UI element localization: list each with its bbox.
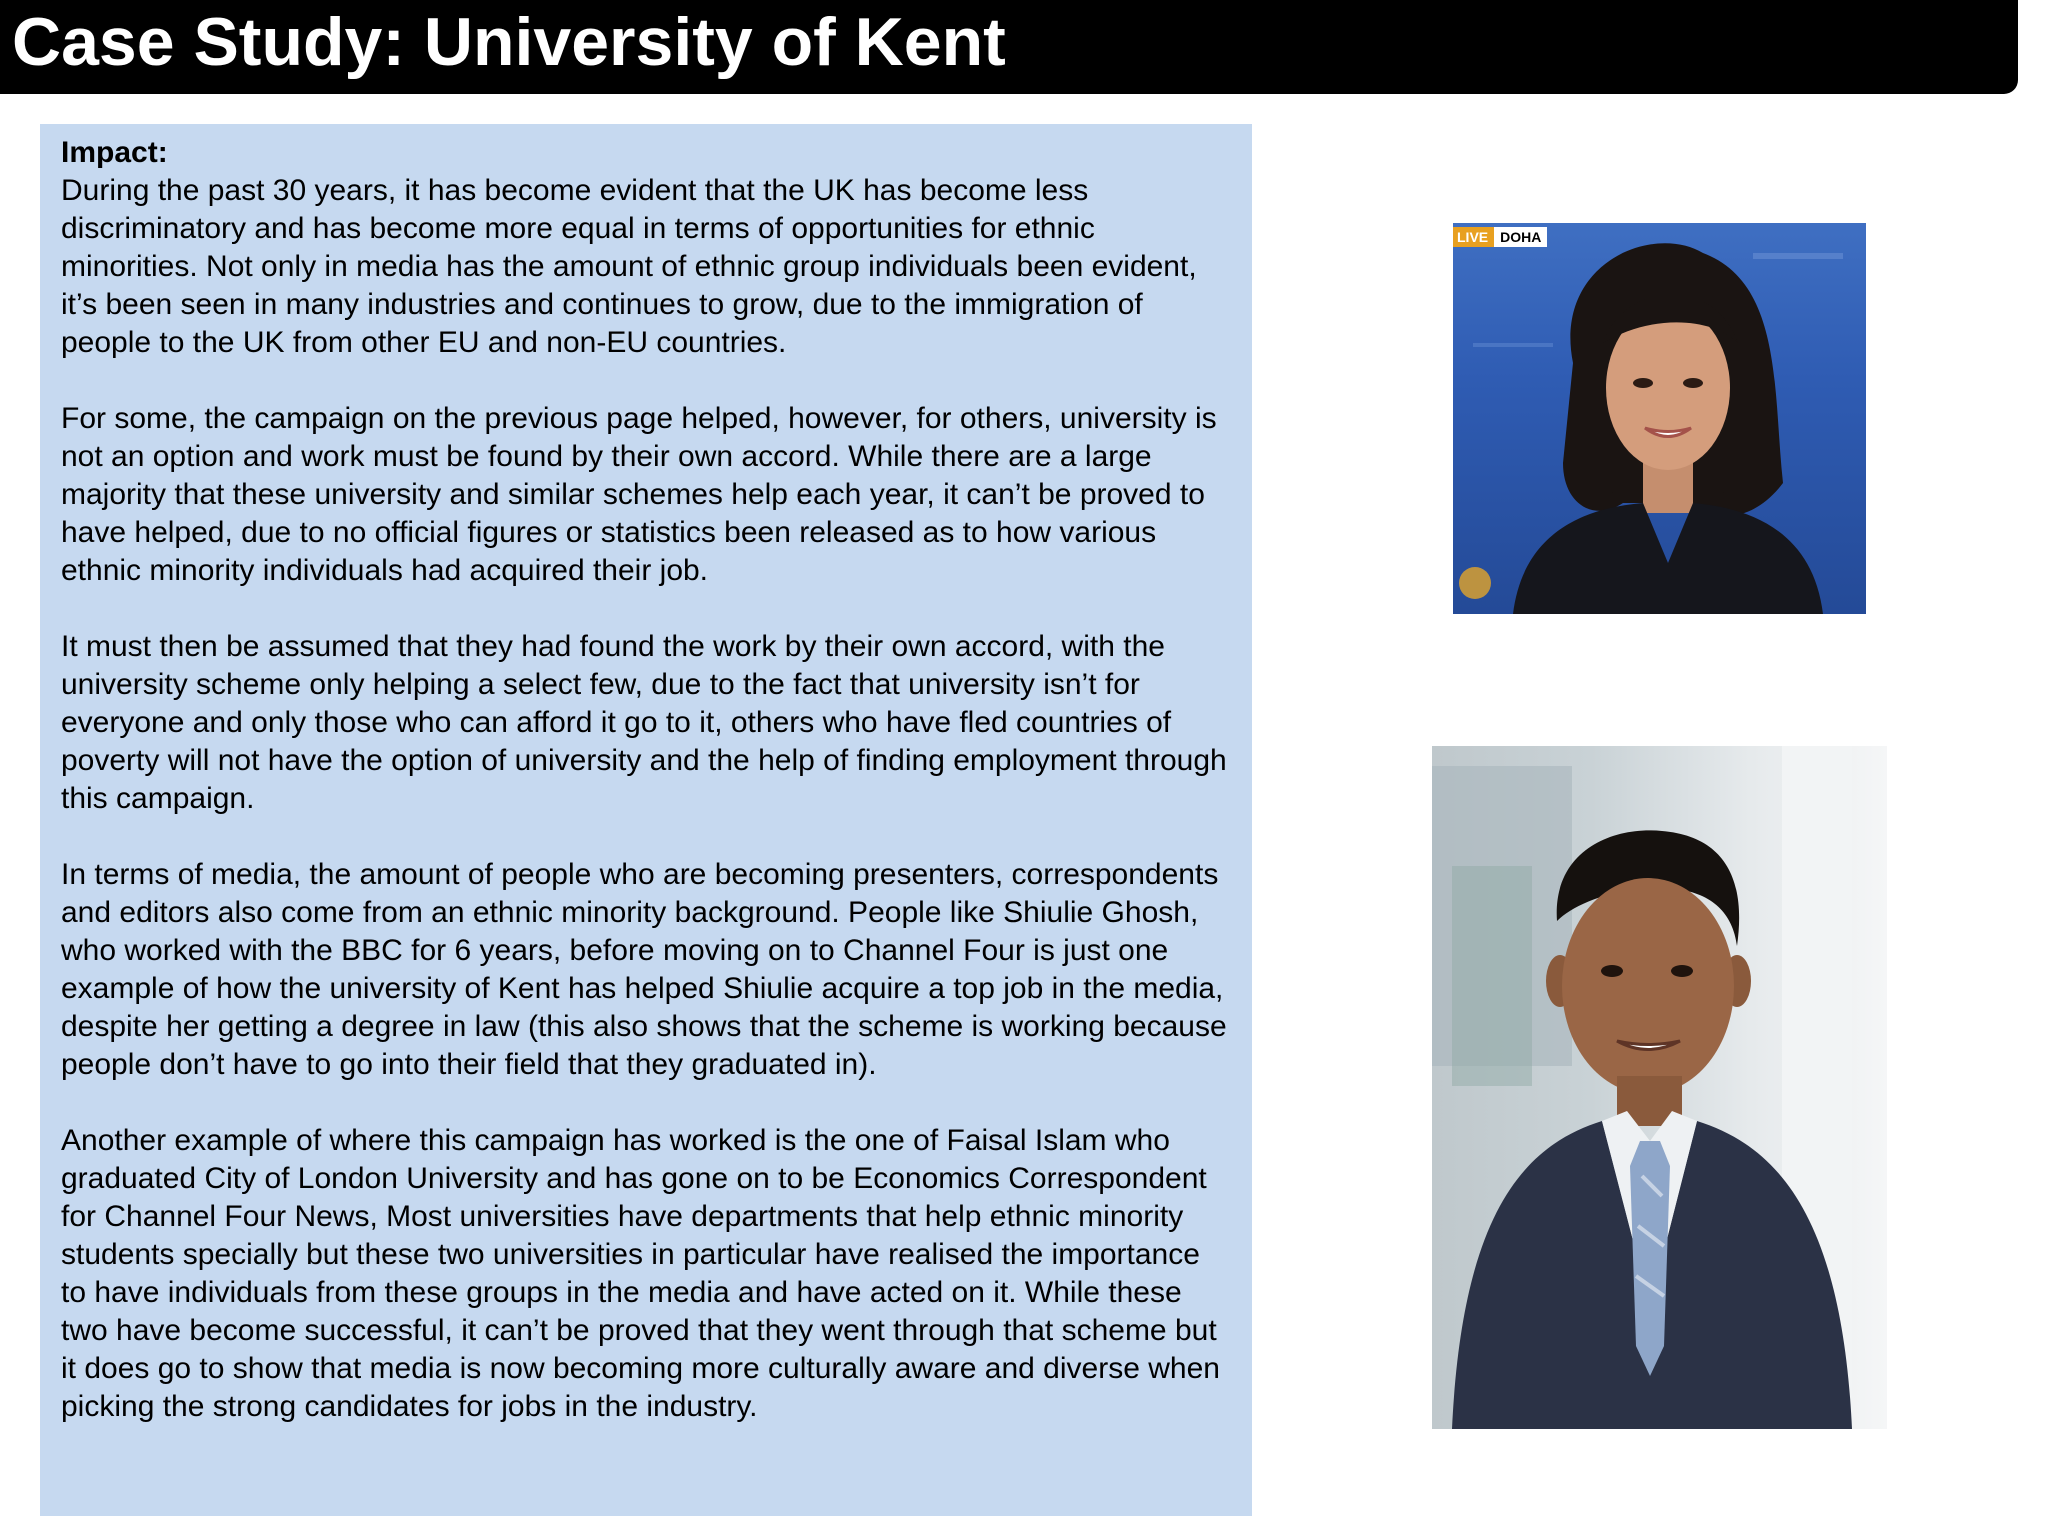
impact-paragraph-3: It must then be assumed that they had found the work by their own accord, with the university scheme only helping a select few, due to the fact that university isn’t for everyone and only those who can afford it go to it, others who have fled countries of poverty will not have the option of university and the help of finding employment through this campaign. [61, 630, 1227, 815]
impact-paragraph-4: In terms of media, the amount of people who are becoming presenters, correspondents and editors also come from an ethnic minority background. People like Shiulie Ghosh, who worked with the BBC for 6 years, before moving on to Channel Four is just one example of how the university of Kent has helped Shiulie acquire a top job in the media, despite her getting a degree in law (this also shows that the scheme is working because people don’t have to go into their field that they graduated in). [61, 858, 1227, 1081]
live-label: LIVE [1453, 227, 1494, 247]
impact-text-panel [40, 124, 1252, 1516]
impact-paragraph-1: During the past 30 years, it has become evident that the UK has become less discriminatory and has become more equal in terms of opportunities for ethnic minorities. Not only in media has the amount of ethnic group individuals been evident, it’s been seen in many industries and continues to grow, due to the immigration of people to the UK from other EU and non-EU countries. [61, 174, 1197, 359]
location-label: DOHA [1494, 227, 1547, 247]
presenter-figure-female [1453, 223, 1866, 614]
correspondent-photo-male [1432, 746, 1887, 1429]
impact-paragraph-2: For some, the campaign on the previous page helped, however, for others, university is not an option and work must be found by their own accord. While there are a large majority that these university and similar schemes help each year, it can’t be proved to have helped, due to no official figures or statistics been released as to how various ethnic minority individuals had acquired their job. [61, 402, 1217, 587]
presenter-photo-female [1453, 223, 1866, 614]
page-title: Case Study: University of Kent [12, 4, 1006, 80]
impact-paragraph-5: Another example of where this campaign has worked is the one of Faisal Islam who graduated City of London University and has gone on to be Economics Correspondent for Channel Four News, Most universities have departments that help ethnic minority students specially but these two universities in particular have realised the importance to have individuals from these groups in the media and have acted on it. While these two have become successful, it can’t be proved that they went through that scheme but it does go to show that media is now becoming more culturally aware and diverse when picking the strong candidates for jobs in the industry. [61, 1124, 1220, 1423]
correspondent-figure-male [1432, 746, 1887, 1429]
impact-heading: Impact: [61, 136, 168, 169]
title-bar [0, 0, 2018, 94]
